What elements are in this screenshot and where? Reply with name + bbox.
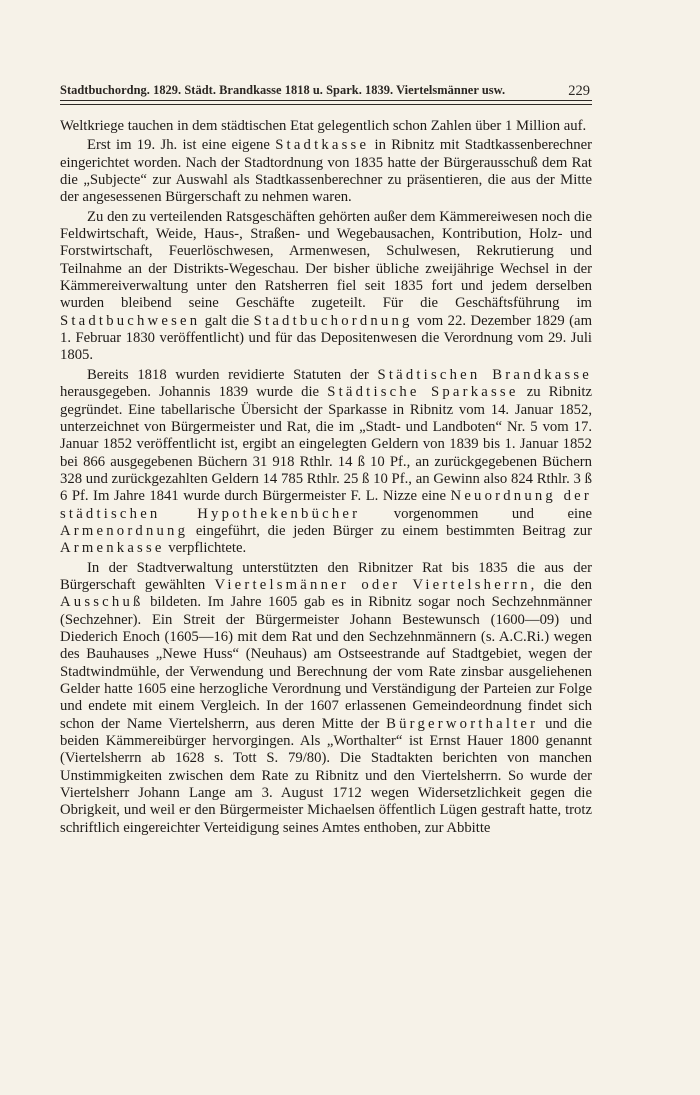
paragraph-2: Erst im 19. Jh. ist eine eigene Stadtkasse in Ribnitz mit Stadtkassenberechner eingerichtet worden. Nach der Stadtordnung von 1835 hatte der Bürgerausschuß dem Rat die „Subjecte“ zur Auswahl als Stadtkassenberechner zu präsentieren, die aus der Mitte der angesessenen Bürgerschaft zu nehmen waren. <box>60 137 592 206</box>
running-title: Stadtbuchordng. 1829. Städt. Brandkasse 1818 u. Spark. 1839. Viertelsmänner usw. <box>60 83 506 97</box>
header-rule-thin <box>60 104 592 105</box>
page-number: 229 <box>568 83 590 99</box>
spaced-term: Viertelsmänner oder Viertelsherrn <box>214 576 531 593</box>
spaced-term: Neuordnung der städtischen Hypothekenbücher <box>60 488 592 522</box>
spaced-term: Bürgerworthalter <box>386 715 539 732</box>
paragraph-1: Weltkriege tauchen in dem städtischen Etat gelegentlich schon Zahlen über 1 Million auf. <box>60 118 587 134</box>
page-header <box>60 80 592 100</box>
spaced-term: Städtische Sparkasse <box>327 384 519 401</box>
spaced-term: Stadtkasse <box>275 137 370 154</box>
paragraph-3: Zu den zu verteilenden Ratsgeschäften gehörten außer dem Kämmereiwesen noch die Feldwirtschaft, Weide, Haus-, Straßen- und Wegebausachen, Kontribution, Holz- und Forstwirtschaft, Feuerlöschwesen, Armenwesen, Schulwesen, Rekrutierung und Teilnahme an der Distrikts-Wegeschau. Der bisher übliche zweijährige Wechsel in der Kämmereiverwaltung unter den Ratsherren fiel seit 1835 fort und jedem derselben wurden bleibend seine Geschäfte zugeteilt. Für die Geschäftsführung im Stadtbuchwesen galt die Stadtbuchordnung vom 22. Dezember 1829 (am 1. Februar 1830 veröffentlicht) und für das Depositenwesen die Verordnung vom 29. Juli 1805. <box>60 208 593 364</box>
spaced-term: Stadtbuchwesen <box>60 312 201 329</box>
paragraph-4: Bereits 1818 wurden revidierte Statuten der Städtischen Brandkasse herausgegeben. Johannis 1839 wurde die Städtische Sparkasse zu Ribnitz gegründet. Eine tabellarische Übersicht der Sparkasse in Ribnitz vom 14. Januar 1852, unterzeichnet von Bürgermeister und Rat, die im „Stadt- und Landboten“ Nr. 5 vom 17. Januar 1852 veröffentlicht ist, ergibt an eingelegten Geldern von 1839 bis 1. Januar 1852 bei 866 ausgegebenen Büchern 31 918 Rthlr. 14 ß 10 Pf., an zurückgegebenen Büchern 328 und zurückgezahlten Geldern 14 785 Rthlr. 25 ß 10 Pf., an Gewinn also 824 Rthlr. 3 ß 6 Pf. Im Jahre 1841 wurde durch Bürgermeister F. L. Nizze eine Neuordnung der städtischen Hypothekenbücher vorgenommen und eine Armenordnung eingeführt, die jeden Bürger zu einem bestimmten Beitrag zur Armenkasse verpflichtete. <box>60 366 593 557</box>
spaced-term: Ausschuß <box>60 594 144 611</box>
spaced-term: Stadtbuchordnung <box>253 312 413 329</box>
paragraph-5: In der Stadtverwaltung unterstützten den Ribnitzer Rat bis 1835 die aus der Bürgerschaft gewählten Viertelsmänner oder Viertelsherrn, die den Ausschuß bildeten. Im Jahre 1605 gab es in Ribnitz sogar noch Sechzehnmänner (Sechzehner). Ein Streit der Bürgermeister Johann Bestewunsch (1600—09) und Diederich Enoch (1605—16) mit dem Rat und den Sechzehnmännern (s. A.C.Ri.) wegen des Bauhauses „Newe Huss“ (Neuhaus) am Ostseestrande auf Stadtgebiet, wegen der Stadtwindmühle, der Verwendung und Berechnung der vom Rate zinsbar ausgeliehenen Gelder hatte 1605 eine herzogliche Verordnung und Verständigung der Parteien zur Folge und endete mit einem Vergleich. In der 1607 erlassenen Gemeindeordnung findet sich schon der Name Viertelsherrn, aus deren Mitte der Bürgerworthalter und die beiden Kämmereibürger hervorgingen. Als „Worthalter“ ist Ernst Hauer 1800 genannt (Viertelsherrn ab 1628 s. Tott S. 79/80). Die Stadtakten berichten von manchen Unstimmigkeiten zwischen dem Rate zu Ribnitz und den Viertelsherrn. So wurde der Viertelsherr Johann Lange am 3. August 1712 wegen Widersetzlichkeit gegen die Obrigkeit, und weil er den Bürgermeister Michaelsen öffentlich Lügen gestraft hatte, trotz schriftlich eingereichter Verteidigung seines Amtes enthoben, zur Abbitte <box>60 559 593 836</box>
spaced-term: Städtischen Brandkasse <box>377 366 593 383</box>
spaced-term: Armenkasse <box>60 540 165 557</box>
spaced-term: Armenordnung <box>60 522 189 539</box>
body-text <box>60 118 592 839</box>
header-rule-thick <box>60 100 592 101</box>
